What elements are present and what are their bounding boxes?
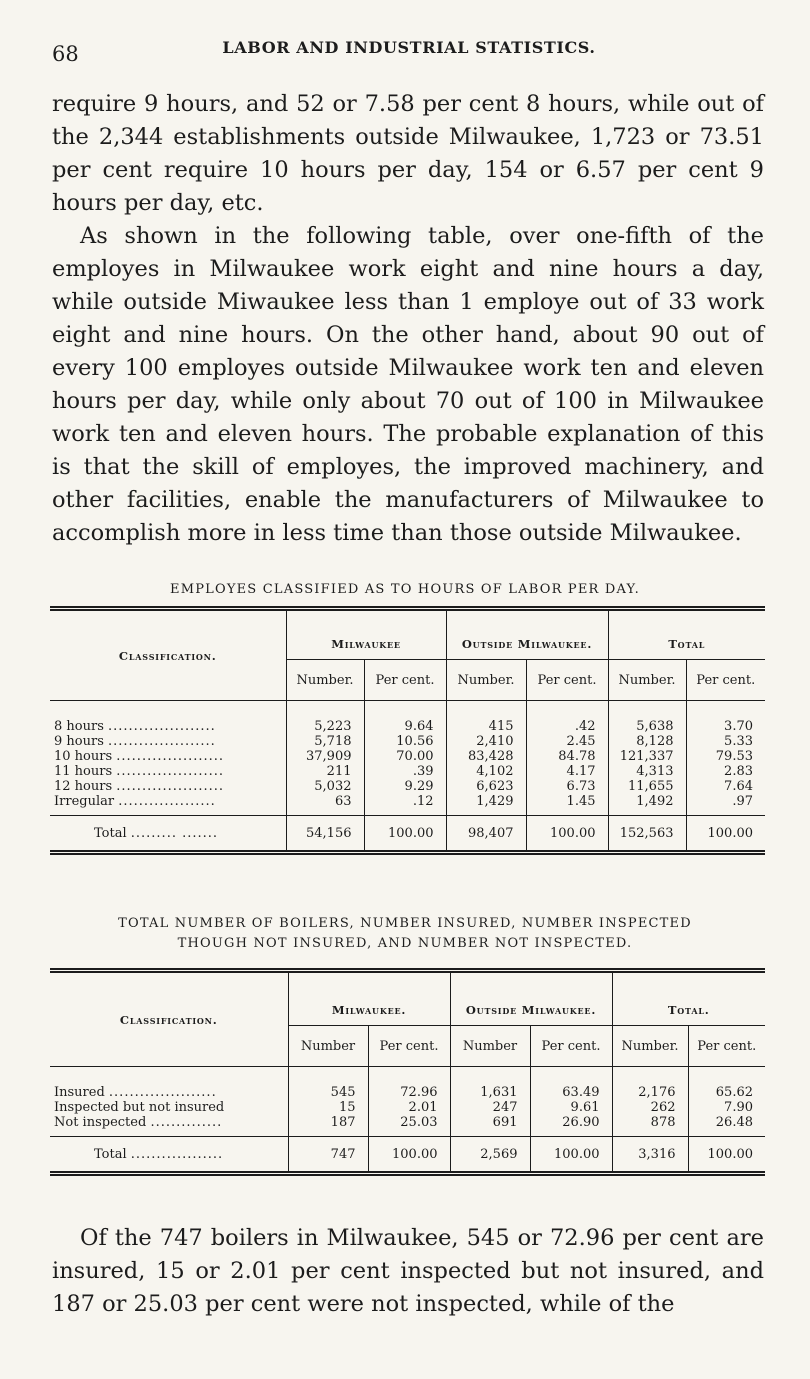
table-cell: 247	[450, 1100, 530, 1115]
table-row	[50, 794, 765, 816]
table1-total-row	[50, 816, 765, 853]
table2-group-total: Total.	[612, 971, 765, 1026]
table-cell: 5,032	[286, 779, 364, 794]
table-cell: 4,313	[608, 764, 686, 779]
table-cell: 100.00	[686, 816, 765, 853]
table1-group-total: Total	[608, 609, 765, 660]
table-cell: 262	[612, 1100, 688, 1115]
table2-subheader: Number	[288, 1026, 368, 1067]
table-cell: 211	[286, 764, 364, 779]
page-header	[52, 34, 766, 64]
table-cell: 2,176	[612, 1067, 688, 1101]
table-cell: 54,156	[286, 816, 364, 853]
table-row	[50, 1115, 765, 1137]
table-cell: 2.01	[368, 1100, 450, 1115]
table1-subheader: Number.	[446, 660, 526, 701]
hours-of-labor-table	[50, 606, 765, 855]
table2-subheader: Per cent.	[368, 1026, 450, 1067]
table-cell: .39	[364, 764, 446, 779]
table-cell: 415	[446, 701, 526, 735]
table1-group-outside: Outside Milwaukee.	[446, 609, 608, 660]
table-cell: 2,569	[450, 1137, 530, 1174]
table-cell: 7.90	[688, 1100, 765, 1115]
boilers-table	[50, 968, 765, 1176]
table-cell: 83,428	[446, 749, 526, 764]
table-cell: 100.00	[364, 816, 446, 853]
table-cell: 65.62	[688, 1067, 765, 1101]
table2-subheader: Number	[450, 1026, 530, 1067]
table2-group-milwaukee: Milwaukee.	[288, 971, 450, 1026]
table-cell: 98,407	[446, 816, 526, 853]
table-cell: 3,316	[612, 1137, 688, 1174]
table-cell: 37,909	[286, 749, 364, 764]
table2-classification-header: Classification.	[50, 971, 288, 1067]
table-cell: .97	[686, 794, 765, 816]
table-cell: 79.53	[686, 749, 765, 764]
table-cell: 63.49	[530, 1067, 612, 1101]
table-row	[50, 779, 765, 794]
paragraph-1: require 9 hours, and 52 or 7.58 per cent 8 hours, while out of the 2,344 establishments outside Milwaukee, 1,723 or 73.51 per cent require 10 hours per day, 154 or 6.57 per cent 9 hours per day, etc.	[52, 91, 764, 216]
table-row	[50, 701, 765, 735]
table-row	[50, 749, 765, 764]
row-label: Total ......... .......	[50, 816, 286, 853]
table-cell: 6.73	[526, 779, 608, 794]
table-cell: 9.29	[364, 779, 446, 794]
table-row	[50, 764, 765, 779]
table-cell: 5.33	[686, 734, 765, 749]
table-cell: 26.90	[530, 1115, 612, 1137]
table1-title: EMPLOYES CLASSIFIED AS TO HOURS OF LABOR PER DAY.	[170, 582, 640, 597]
table-cell: 9.64	[364, 701, 446, 735]
row-label: 8 hours .....................	[54, 719, 216, 734]
table1-subheader: Per cent.	[526, 660, 608, 701]
table-cell: 8,128	[608, 734, 686, 749]
table-cell: 691	[450, 1115, 530, 1137]
table-cell: 152,563	[608, 816, 686, 853]
row-label: 12 hours .....................	[54, 779, 225, 794]
table-cell: 5,718	[286, 734, 364, 749]
row-label: Irregular ...................	[54, 794, 216, 809]
table-cell: 6,623	[446, 779, 526, 794]
paragraph-2: As shown in the following table, over one-fifth of the employes in Milwaukee work eight and nine hours a day, while outside Miwaukee less than 1 employe out of 33 work eight and nine hours. On the other hand, about 90 out of every 100 employes outside Milwaukee work ten and eleven hours per day, while only about 70 out of 100 in Milwaukee work ten and eleven hours. The probable explanation of this is that the skill of employes, the improved machinery, and other facilities, enable the manufacturers of Milwaukee to accomplish more in less time than those outside Milwaukee.	[52, 223, 764, 546]
table-cell: .42	[526, 701, 608, 735]
table-cell: 70.00	[364, 749, 446, 764]
table-cell: 187	[288, 1115, 368, 1137]
table-cell: 1.45	[526, 794, 608, 816]
table-cell: 4,102	[446, 764, 526, 779]
table2-group-outside: Outside Milwaukee.	[450, 971, 612, 1026]
table1-group-header-row	[50, 609, 765, 660]
row-label: 9 hours .....................	[54, 734, 216, 749]
running-head: LABOR AND INDUSTRIAL STATISTICS.	[222, 38, 596, 57]
table1-subheader: Per cent.	[364, 660, 446, 701]
table-cell: 545	[288, 1067, 368, 1101]
row-label: Total ..................	[50, 1137, 288, 1174]
table-row	[50, 1067, 765, 1101]
table-cell: 100.00	[368, 1137, 450, 1174]
table2-group-header-row	[50, 971, 765, 1026]
table-cell: 11,655	[608, 779, 686, 794]
table2-title	[40, 914, 770, 954]
table2-subheader: Number.	[612, 1026, 688, 1067]
table-cell: 84.78	[526, 749, 608, 764]
table-cell: 2.45	[526, 734, 608, 749]
table-cell: 2,410	[446, 734, 526, 749]
table1-subheader: Per cent.	[686, 660, 765, 701]
row-label: Inspected but not insured	[54, 1100, 225, 1115]
table-row	[50, 1100, 765, 1115]
table-cell: 25.03	[368, 1115, 450, 1137]
table2-subheader: Per cent.	[530, 1026, 612, 1067]
table-cell: 1,492	[608, 794, 686, 816]
table-cell: 1,631	[450, 1067, 530, 1101]
page-number: 68	[52, 42, 79, 66]
table-cell: 9.61	[530, 1100, 612, 1115]
table-cell: 2.83	[686, 764, 765, 779]
table-cell: 100.00	[526, 816, 608, 853]
paragraph-3: Of the 747 boilers in Milwaukee, 545 or 72.96 per cent are insured, 15 or 2.01 per cent inspected but not insured, and 187 or 25.03 per cent were not inspected, while of the	[52, 1225, 764, 1317]
table-cell: 15	[288, 1100, 368, 1115]
table1-group-milwaukee: Milwaukee	[286, 609, 446, 660]
table2-title-line1: TOTAL NUMBER OF BOILERS, NUMBER INSURED, NUMBER INSPECTED	[118, 916, 692, 931]
row-label: Not inspected ..............	[54, 1115, 223, 1130]
table-cell: 878	[612, 1115, 688, 1137]
table-cell: 100.00	[688, 1137, 765, 1174]
table-cell: 72.96	[368, 1067, 450, 1101]
table2-title-line2: THOUGH NOT INSURED, AND NUMBER NOT INSPECTED.	[177, 936, 633, 951]
table1-classification-header: Classification.	[50, 609, 286, 701]
table-cell: 5,223	[286, 701, 364, 735]
table-cell: 1,429	[446, 794, 526, 816]
table-row	[50, 734, 765, 749]
table-cell: 63	[286, 794, 364, 816]
table-cell: 3.70	[686, 701, 765, 735]
table-cell: 747	[288, 1137, 368, 1174]
table1-subheader: Number.	[608, 660, 686, 701]
table2-total-row	[50, 1137, 765, 1174]
table-cell: 5,638	[608, 701, 686, 735]
row-label: 11 hours .....................	[54, 764, 225, 779]
table-cell: 10.56	[364, 734, 446, 749]
table-cell: 4.17	[526, 764, 608, 779]
row-label: Insured .....................	[54, 1085, 217, 1100]
table2-subheader: Per cent.	[688, 1026, 765, 1067]
row-label: 10 hours .....................	[54, 749, 225, 764]
table-cell: .12	[364, 794, 446, 816]
table-cell: 121,337	[608, 749, 686, 764]
table-cell: 100.00	[530, 1137, 612, 1174]
table-cell: 7.64	[686, 779, 765, 794]
table1-subheader: Number.	[286, 660, 364, 701]
table-cell: 26.48	[688, 1115, 765, 1137]
